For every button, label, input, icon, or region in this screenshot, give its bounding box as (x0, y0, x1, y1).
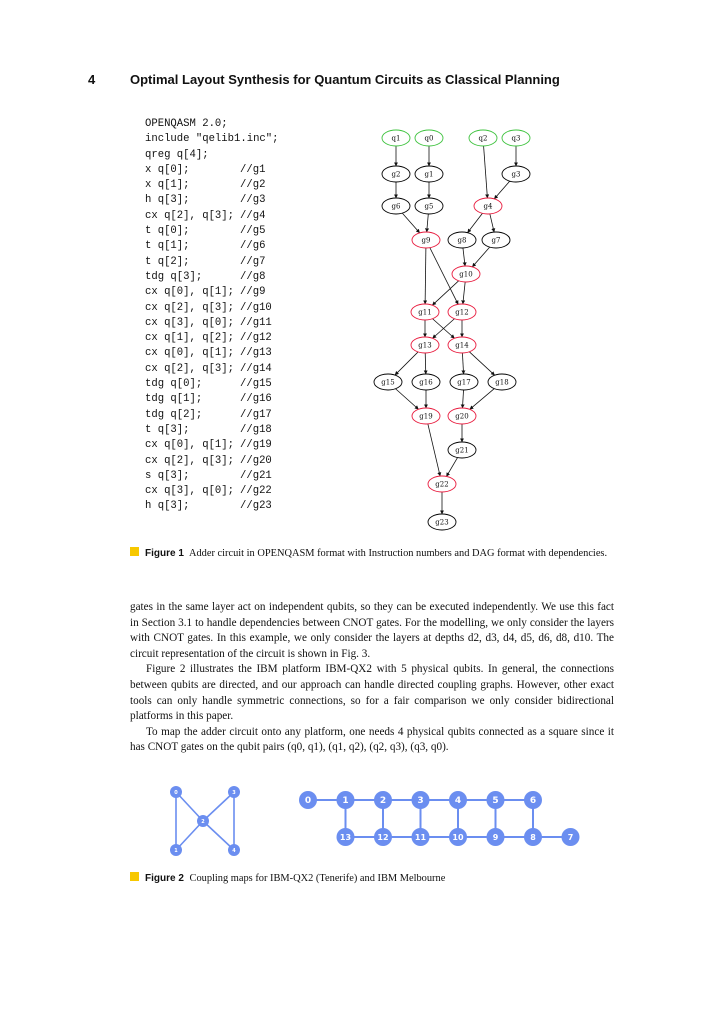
code-line (145, 469, 345, 484)
code-comment: //g5 (240, 225, 266, 238)
coupling-edge (203, 821, 234, 850)
code-line (145, 209, 345, 224)
qubit-label: 0 (174, 790, 178, 796)
qubit-label: 2 (379, 796, 387, 807)
dag-edge (468, 213, 483, 232)
qubit-label: 10 (452, 833, 464, 843)
dag-node-label: g19 (419, 412, 433, 421)
code-comment: //g17 (240, 408, 272, 421)
qubit-label: 4 (454, 796, 462, 807)
caption-marker-icon (130, 547, 139, 556)
qubit-label: 9 (492, 833, 499, 843)
code-statement: cx q[0], q[1]; (145, 286, 235, 299)
dag-edge (402, 213, 419, 233)
dag-node-label: g20 (455, 412, 469, 421)
dag-node-label: g9 (421, 236, 431, 245)
dag-node-label: g3 (511, 170, 521, 179)
dag-edge (469, 352, 494, 375)
code-comment: //g4 (240, 209, 266, 222)
qubit-label: 13 (339, 833, 352, 843)
dag-edge (395, 352, 418, 375)
code-statement: include "qelib1.inc"; (145, 133, 279, 146)
dag-edge (427, 214, 429, 232)
paragraph-2: Figure 2 illustrates the IBM platform IBM-QX2 with 5 physical qubits. In general, the connections between qubits are directed, and our approach can handle directed coupling graphs. However, other exact tools can only handle symmetric connections, so for a fair comparison we only consider bidirectional platforms in this paper. (130, 663, 614, 723)
dag-node-label: g13 (418, 341, 432, 350)
code-statement: t q[1]; (145, 240, 190, 253)
dag-edge (484, 146, 488, 198)
figure1-caption-text: Adder circuit in OPENQASM format with Instruction numbers and DAG format with dependencies. (188, 548, 608, 559)
tenerife-coupling-map (158, 782, 248, 862)
code-statement: cx q[0], q[1]; (145, 439, 235, 452)
code-statement: t q[2]; (145, 255, 190, 268)
code-line (145, 331, 345, 346)
qubit-label: 4 (232, 848, 236, 854)
code-statement: tdg q[0]; (145, 378, 203, 391)
code-statement: qreg q[4]; (145, 148, 209, 161)
code-statement: cx q[1], q[2]; (145, 332, 235, 345)
code-comment: //g16 (240, 393, 272, 406)
dag-edge (462, 390, 463, 408)
code-line (145, 285, 345, 300)
code-line (145, 346, 345, 361)
code-comment: //g10 (240, 301, 272, 314)
code-comment: //g14 (240, 362, 272, 375)
figure2-label: Figure 2 (145, 873, 184, 884)
dag-node-label: q3 (511, 134, 521, 143)
dag-edge (425, 353, 426, 374)
qubit-label: 3 (232, 790, 236, 796)
code-line (145, 377, 345, 392)
dag-edge (432, 281, 458, 305)
dag-node-label: g23 (435, 518, 449, 527)
code-line (145, 193, 345, 208)
code-comment: //g20 (240, 454, 272, 467)
code-comment: //g23 (240, 500, 272, 513)
coupling-edge (203, 792, 234, 821)
code-line (145, 224, 345, 239)
code-statement: t q[0]; (145, 225, 190, 238)
dag-edge (463, 282, 465, 304)
dag-node-label: g6 (391, 202, 401, 211)
qasm-code-listing (145, 117, 345, 515)
qubit-label: 6 (529, 796, 537, 807)
dag-node-label: g12 (455, 308, 469, 317)
running-header (88, 72, 636, 92)
code-comment: //g15 (240, 378, 272, 391)
code-comment: //g22 (240, 485, 272, 498)
code-comment: //g21 (240, 469, 272, 482)
code-line (145, 408, 345, 423)
dag-node-label: g21 (455, 446, 469, 455)
code-statement: x q[0]; (145, 163, 190, 176)
dag-figure (370, 120, 550, 540)
dag-node-label: g1 (424, 170, 434, 179)
code-comment: //g6 (240, 240, 266, 253)
code-comment: //g9 (240, 286, 266, 299)
dag-edge (472, 247, 489, 267)
figure2-caption-text: Coupling maps for IBM-QX2 (Tenerife) and IBM Melbourne (189, 873, 446, 884)
page-number: 4 (88, 72, 96, 87)
dag-node-label: g17 (457, 378, 471, 387)
dag-edge (462, 353, 463, 374)
dag-node-label: g5 (424, 202, 434, 211)
dag-node-label: g8 (457, 236, 467, 245)
code-line (145, 239, 345, 254)
code-line (145, 132, 345, 147)
code-comment: //g18 (240, 423, 272, 436)
code-line (145, 163, 345, 178)
code-line (145, 362, 345, 377)
dag-node-label: q1 (391, 134, 401, 143)
code-statement: tdg q[2]; (145, 408, 203, 421)
code-line (145, 270, 345, 285)
dag-node-label: g14 (455, 341, 469, 350)
code-statement: cx q[3], q[0]; (145, 485, 235, 498)
dag-node-label: g16 (419, 378, 433, 387)
paragraph-1: gates in the same layer act on independent qubits, so they can be executed independently. We use this fact in Section 3.1 to handle dependencies between CNOT gates. For the modelling, we only consider the layers with CNOT gates. In this example, we only consider the layers at depths d2, d3, d4, d5, d6, d8, d10. The circuit representation of the circuit is shown in Fig. 3. (130, 601, 614, 660)
code-line (145, 301, 345, 316)
code-statement: t q[3]; (145, 423, 190, 436)
dag-node-label: g7 (491, 236, 501, 245)
dag-edge (490, 214, 494, 232)
code-line (145, 484, 345, 499)
code-line (145, 178, 345, 193)
code-line (145, 499, 345, 514)
dag-node-label: g2 (391, 170, 401, 179)
code-statement: cx q[2], q[3]; (145, 362, 235, 375)
dag-node-label: g15 (381, 378, 395, 387)
dag-edge (396, 389, 419, 410)
code-statement: s q[3]; (145, 469, 190, 482)
code-line (145, 255, 345, 270)
code-line (145, 392, 345, 407)
code-statement: cx q[2], q[3]; (145, 301, 235, 314)
code-comment: //g8 (240, 270, 266, 283)
caption-marker-icon (130, 872, 139, 881)
code-statement: cx q[3], q[0]; (145, 316, 235, 329)
code-statement: tdg q[3]; (145, 270, 203, 283)
code-statement: cx q[0], q[1]; (145, 347, 235, 360)
code-line (145, 148, 345, 163)
code-line (145, 316, 345, 331)
figure1-caption (130, 547, 614, 561)
dag-node-label: g11 (418, 308, 432, 317)
code-line (145, 423, 345, 438)
code-statement: OPENQASM 2.0; (145, 118, 228, 130)
qubit-label: 2 (201, 819, 205, 825)
dag-node-label: g10 (459, 270, 473, 279)
dag-node-label: g18 (495, 378, 509, 387)
dag-node-label: g4 (483, 202, 493, 211)
code-line (145, 117, 345, 132)
code-statement: cx q[2], q[3]; (145, 209, 235, 222)
paragraph-3: To map the adder circuit onto any platform, one needs 4 physical qubits connected as a square since it has CNOT gates on the qubit pairs (q0, q1), (q1, q2), (q2, q3), (q3, q0). (130, 725, 614, 754)
running-title: Optimal Layout Synthesis for Quantum Circuits as Classical Planning (130, 72, 560, 87)
figure1-label: Figure 1 (145, 548, 184, 559)
code-comment: //g11 (240, 316, 272, 329)
code-statement: cx q[2], q[3]; (145, 454, 235, 467)
qubit-label: 11 (414, 833, 427, 843)
code-comment: //g1 (240, 163, 266, 176)
code-comment: //g2 (240, 179, 266, 192)
code-statement: h q[3]; (145, 194, 190, 207)
dag-edge (494, 181, 509, 199)
dag-edge (446, 458, 457, 477)
code-line (145, 454, 345, 469)
code-statement: tdg q[1]; (145, 393, 203, 406)
dag-edge (463, 248, 465, 266)
qubit-label: 7 (567, 833, 574, 843)
dag-edge (470, 389, 494, 410)
dag-edge (428, 424, 440, 476)
qubit-label: 12 (377, 833, 389, 843)
code-comment: //g3 (240, 194, 266, 207)
dag-node-label: g22 (435, 480, 449, 489)
qubit-label: 8 (530, 833, 536, 843)
qubit-label: 3 (417, 796, 424, 807)
body-text (130, 600, 614, 756)
qubit-label: 1 (174, 848, 178, 854)
code-comment: //g13 (240, 347, 272, 360)
qubit-label: 1 (342, 796, 349, 807)
code-statement: x q[1]; (145, 179, 190, 192)
dag-edge (425, 248, 426, 304)
figure2-caption (130, 872, 614, 886)
code-comment: //g12 (240, 332, 272, 345)
code-comment: //g7 (240, 255, 266, 268)
dag-node-label: q0 (424, 134, 434, 143)
dag-node-label: q2 (478, 134, 488, 143)
qubit-label: 0 (304, 796, 312, 807)
melbourne-coupling-map (290, 782, 590, 862)
code-comment: //g19 (240, 439, 272, 452)
code-statement: h q[3]; (145, 500, 190, 513)
qubit-label: 5 (492, 796, 499, 807)
code-line (145, 438, 345, 453)
